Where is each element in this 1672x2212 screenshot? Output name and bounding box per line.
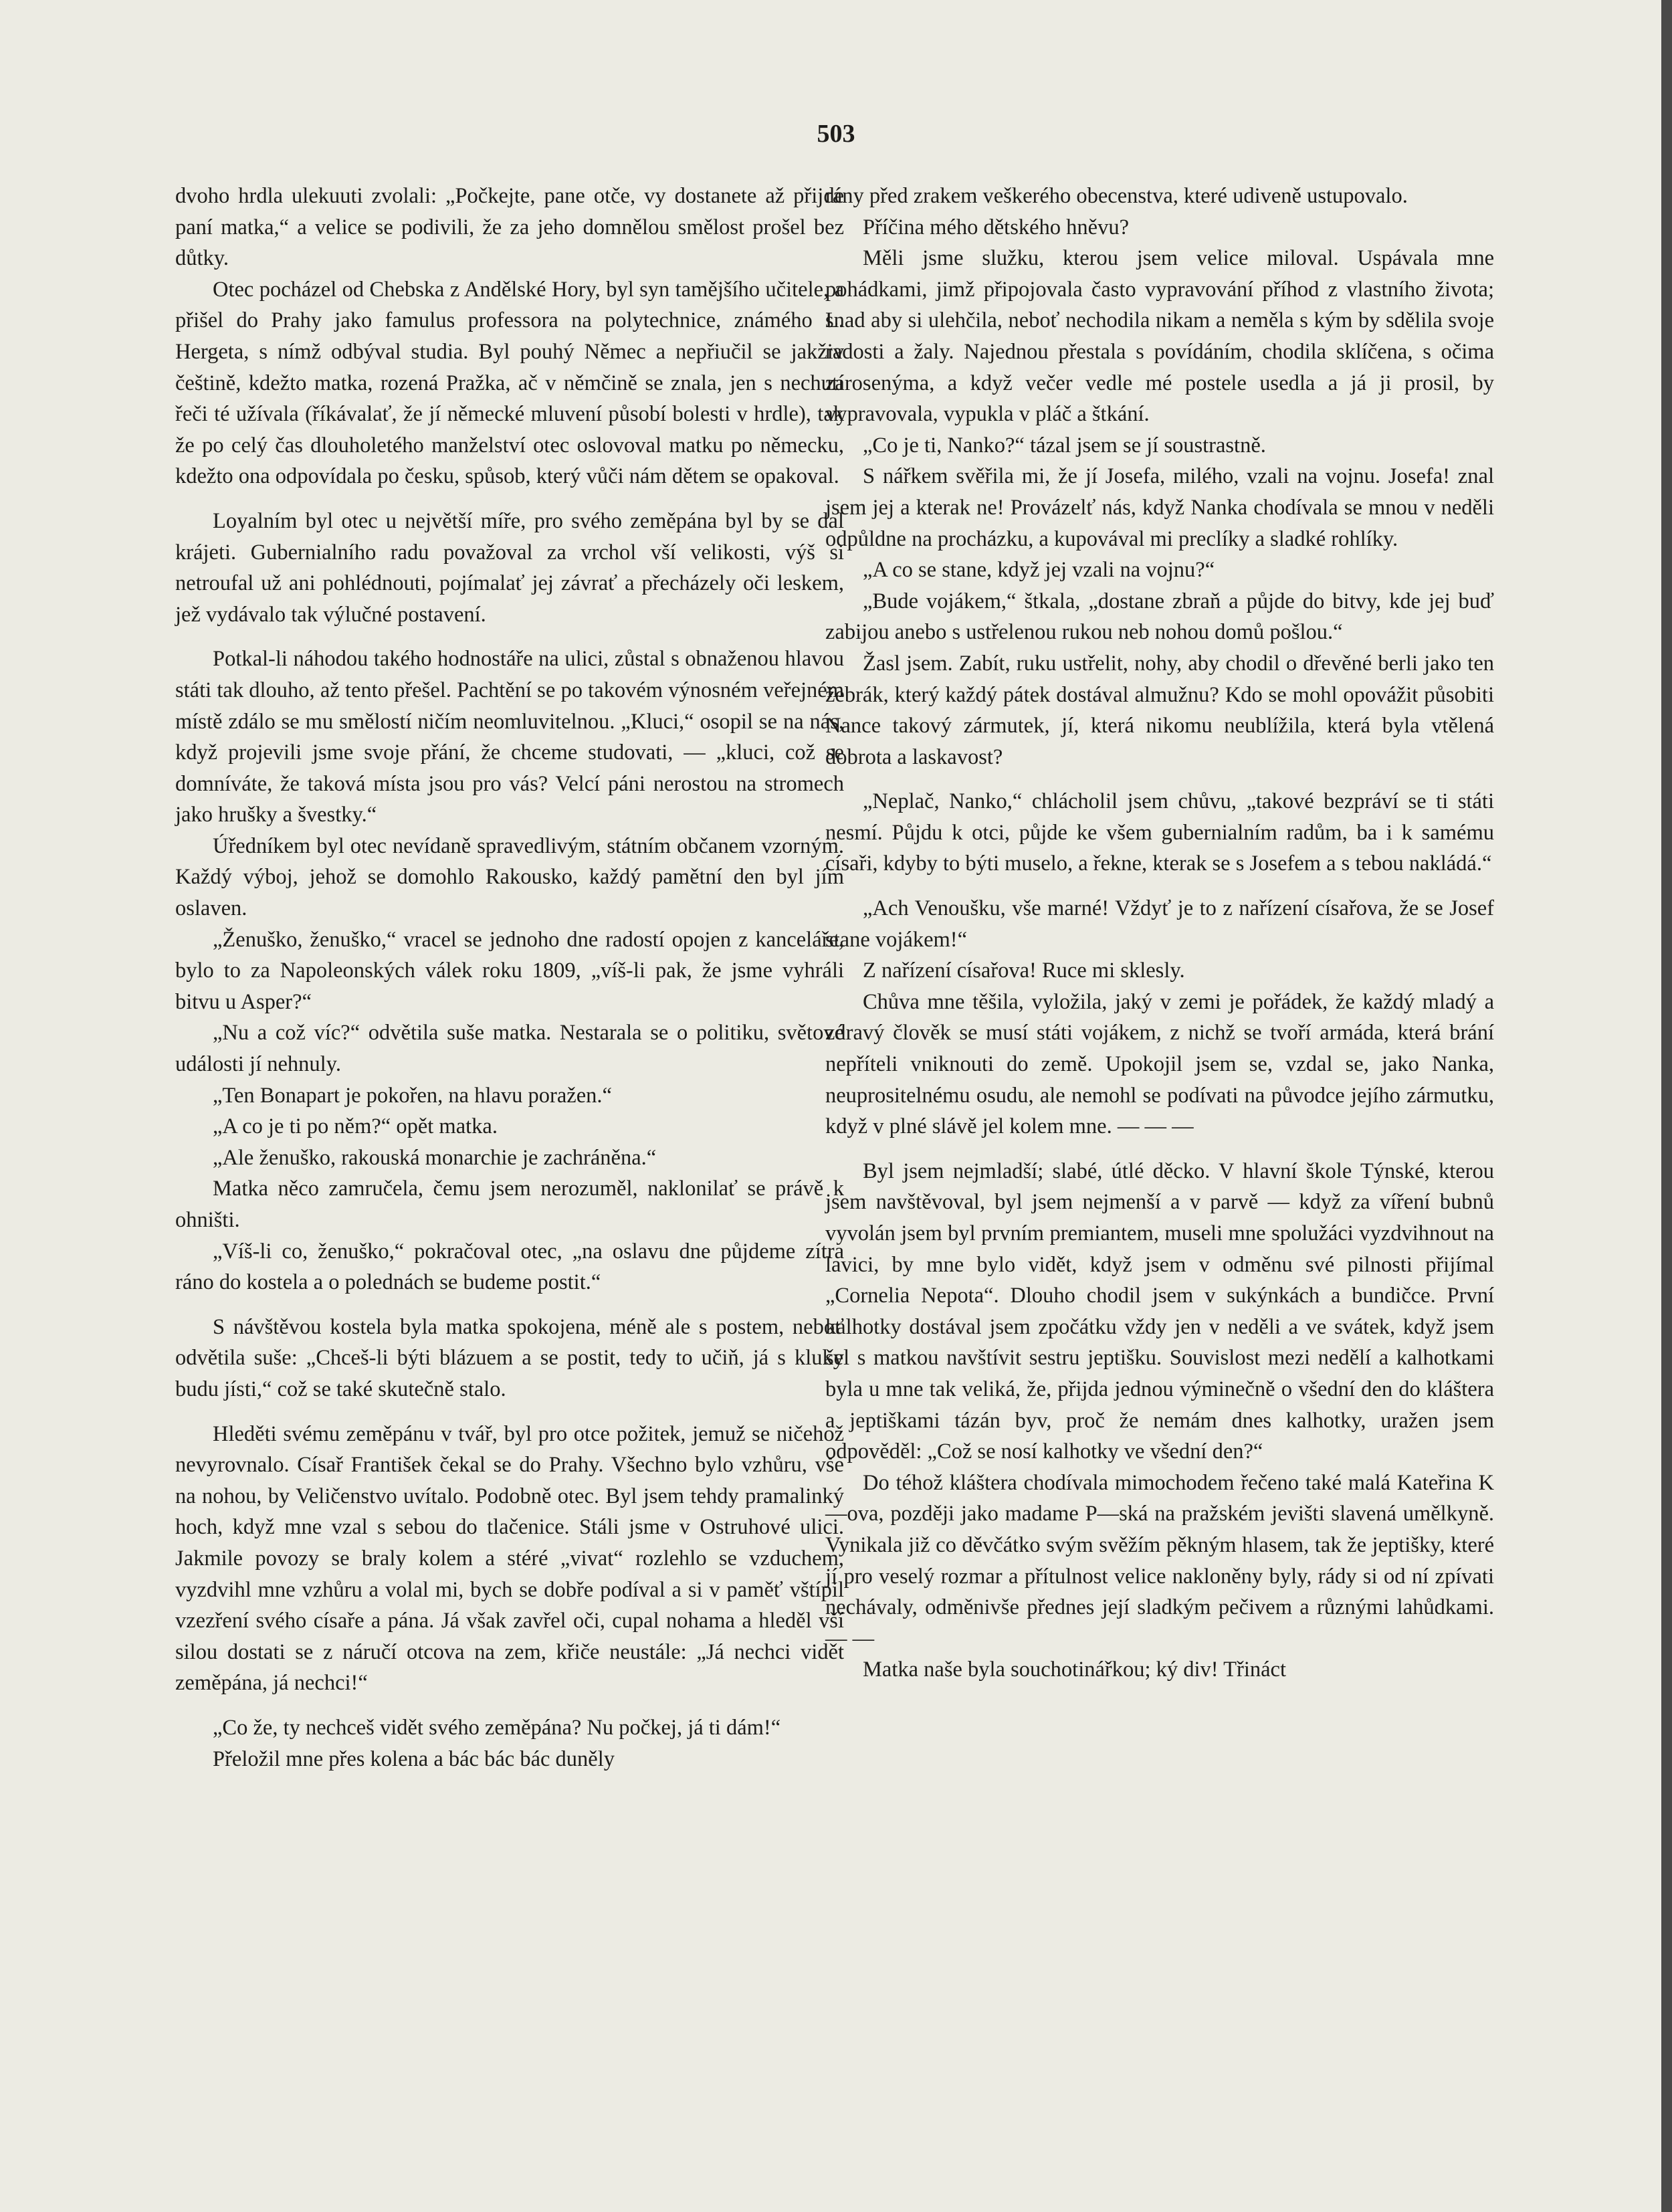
paragraph: „Ach Venoušku, vše marné! Vždyť je to z nařízení císařova, že se Josef stane vojákem!“ (825, 896, 1494, 952)
paragraph: „A co je ti po něm?“ opět matka. (213, 1114, 498, 1139)
paragraph: Matka něco zamručela, čemu jsem nerozuměl, naklonilať se právě k ohništi. (175, 1177, 844, 1232)
paragraph: Úředníkem byl otec nevídaně spravedlivým, státním občanem vzorným. Každý výboj, jehož se domohlo Rakousko, každý pamětní den byl jím oslaven. (175, 833, 844, 921)
paragraph: „Neplač, Nanko,“ chlácholil jsem chůvu, „takové bezpráví se ti státi nesmí. Půjdu k otci, půjde ke všem gubernialním radům, ba i k samému císaři, kdyby to býti muselo, a řekne, kterak se s Josefem a s tebou nakládá.“ (825, 789, 1494, 876)
paragraph: S nářkem svěřila mi, že jí Josefa, milého, vzali na vojnu. Josefa! znal jsem jej a kterak ne! Provázelť nás, když Nanka chodívala se mnou v neděli odpůldne na procházku, a kupovával mi preclíky a sladké rohlíky. (825, 464, 1494, 551)
right-column (825, 181, 1494, 1686)
paragraph: „Ženuško, ženuško,“ vracel se jednoho dne radostí opojen z kanceláře, bylo to za Napoleonských válek roku 1809, „víš-li pak, že jsme vyhráli bitvu u Asper?“ (175, 927, 844, 1014)
paragraph: Byl jsem nejmladší; slabé, útlé děcko. V hlavní škole Týnské, kterou jsem navštěvoval, byl jsem nejmenší a v parvě — když za víření bubnů vyvolán jsem byl prvním premiantem, museli mne spolužáci vyzdvihnout na lavici, by mne bylo vidět, když jsem v odměnu své pilnosti přijímal „Cornelia Nepota“. Dlouho chodil jsem v sukýnkách a bundičce. První kalhotky dostával jsem zpočátku vždy jen v neděli a ve svátek, když jsem šel s matkou navštívit sestru jeptišku. Souvislost mezi nedělí a kalhotkami byla u mne tak veliká, že, přijda jednou výminečně o všední den do kláštera a jeptiškami tázán byv, proč že nemám dnes kalhotky, uražen jsem odpověděl: „Což se nosí kalhotky ve všední den?“ (825, 1159, 1494, 1464)
paragraph: „Bude vojákem,“ štkala, „dostane zbraň a půjde do bitvy, kde jej buď zabijou anebo s ustřelenou rukou neb nohou domů pošlou.“ (825, 589, 1494, 645)
paragraph: Chůva mne těšila, vyložila, jaký v zemi je pořádek, že každý mladý a zdravý člověk se musí státi vojákem, z nichž se tvoří armáda, která brání nepříteli vniknouti do země. Upokojil jsem se, vzdal se, jako Nanka, neuprositelnému osudu, ale nemohl se podívati na původce jejího zármutku, když v plné slávě jel kolem mne. — — — (825, 989, 1494, 1139)
paragraph: Z nařízení císařova! Ruce mi sklesly. (863, 959, 1185, 983)
paragraph: „Nu a což víc?“ odvětila suše matka. Nestarala se o politiku, světové události jí nehnuly. (175, 1021, 844, 1077)
page-number: 503 (817, 120, 855, 148)
paragraph: Příčina mého dětského hněvu? (863, 215, 1130, 239)
scan-edge (1661, 0, 1672, 2212)
paragraph: S návštěvou kostela byla matka spokojena, méně ale s postem, neboť odvětila suše: „Chceš-li býti blázuem a se postit, tedy to učiň, já s kluky budu jísti,“ což se také skutečně stalo. (175, 1314, 844, 1401)
paragraph: Přeložil mne přes kolena a bác bác bác duněly (213, 1746, 615, 1771)
paragraph: „Ten Bonapart je pokořen, na hlavu poražen.“ (213, 1083, 612, 1108)
paragraph: „Co je ti, Nanko?“ tázal jsem se jí soustrastně. (863, 433, 1266, 458)
paragraph: Do téhož kláštera chodívala mimochodem řečeno také malá Kateřina K—ova, později jako madame P—ská na pražském jevišti slavená umělkyně. Vynikala již co děvčátko svým svěžím pěkným hlasem, tak že jeptišky, které jí pro veselý rozmar a přítulnost velice nakloněny byly, rády si od ní zpívati nechávaly, odměnivše přednes její sladkým pečivem a různými lahůdkami. — — (825, 1470, 1494, 1651)
paragraph: dvoho hrdla ulekuuti zvolali: „Počkejte, pane otče, vy dostanete až přijde paní matka,“ a velice se podivili, že za jeho domnělou smělost prošel bez důtky. (175, 184, 844, 271)
paragraph: rány před zrakem veškerého obecenstva, které udiveně ustupovalo. (825, 184, 1408, 208)
paragraph: Potkal-li náhodou takého hodnostáře na ulici, zůstal s obnaženou hlavou státi tak dlouho, až tento přešel. Pachtění se po takovém výnosném veřejném místě zdálo se mu smělostí ničím neomluvitelnou. „Kluci,“ osopil se na nás, když projevili jsme svoje přání, že chceme studovati, — „kluci, což se domníváte, že taková místa jsou pro vás? Velcí páni nerostou na stromech jako hrušky a švestky.“ (175, 647, 844, 827)
paragraph: Matka naše byla souchotinářkou; ký div! Třináct (863, 1657, 1286, 1682)
left-column (175, 181, 844, 1775)
paragraph: Žasl jsem. Zabít, ruku ustřelit, nohy, aby chodil o dřevěné berli jako ten žebrák, který každý pátek dostával almužnu? Kdo se mohl opovážit působiti Nance takový zármutek, jí, která nikomu neublížila, která byla vtělená dobrota a laskavost? (825, 651, 1494, 769)
paragraph: „Co že, ty nechceš vidět svého zeměpána? Nu počkej, já ti dám!“ (213, 1715, 781, 1740)
paragraph: Loyalním byl otec u největší míře, pro svého zeměpána byl by se dal krájeti. Gubernialního radu považoval za vrchol vší velikosti, výš si netroufal už ani pohlédnouti, pojímalať jej závrať a přecházely oči leskem, jež vydávalo tak výlučné postavení. (175, 508, 844, 627)
paragraph: „Ale ženuško, rakouská monarchie je zachráněna.“ (213, 1145, 657, 1170)
paragraph: „A co se stane, když jej vzali na vojnu?“ (863, 558, 1215, 583)
paragraph: Hleděti svému zeměpánu v tvář, byl pro otce požitek, jemuž se ničehož nevyrovnalo. Císař František čekal se do Prahy. Všechno bylo vzhůru, vše na nohou, by Veličenstvo uvítalo. Podobně otec. Byl jsem tehdy pramalinký hoch, když mne vzal s sebou do tlačenice. Stáli jsme v Ostruhové ulici. Jakmile povozy se braly kolem a stéré „vivat“ rozlehlo se vzduchem, vyzdvihl mne vzhůru a volal mi, bych se dobře podíval a si v paměť vštípil vzezření svého císaře a pána. Já však zavřel oči, cupal nohama a hleděl vší silou dostati se z náručí otcova na zem, křiče neustále: „Já nechci vidět zeměpána, já nechci!“ (175, 1421, 844, 1696)
paragraph: „Víš-li co, ženuško,“ pokračoval otec, „na oslavu dne půjdeme zítra ráno do kostela a o polednách se budeme postit.“ (175, 1239, 844, 1295)
paragraph: Otec pocházel od Chebska z Andělské Hory, byl syn tamějšího učitele, a přišel do Prahy jako famulus professora na polytechnice, známého L. Hergeta, s nímž odbýval studia. Byl pouhý Němec a nepřiučil se jakživ češtině, kdežto matka, rozená Pražka, ač v němčině se znala, jen s nechutí řeči té užívala (říkávalať, že jí německé mluvení působí bolesti v hrdle), tak že po celý čas dlouholetého manželství otec oslovoval matku po německu, kdežto ona odpovídala po česku, spůsob, který vůči nám dětem se opakoval. (175, 277, 844, 489)
paragraph: Měli jsme služku, kterou jsem velice miloval. Uspávala mne pohádkami, jimž připojovala často vypravování příhod z vlastního života; snad aby si ulehčila, neboť nechodila nikam a neměla s kým by sdělila svoje radosti a žaly. Najednou přestala s povídáním, chodila sklíčena, s očima zarosenýma, a když večer vedle mé postele usedla a já ji prosil, by vypravovala, vypukla v pláč a štkání. (825, 246, 1494, 427)
